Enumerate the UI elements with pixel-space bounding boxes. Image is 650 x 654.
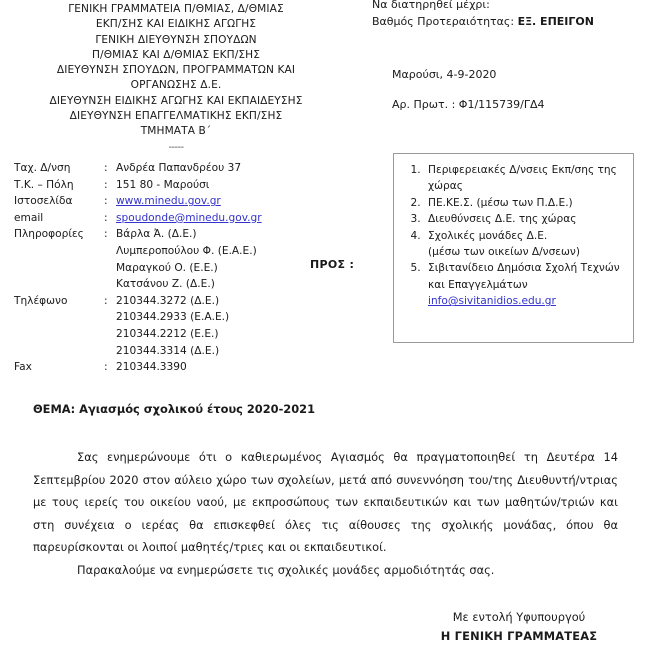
contact-value: Λυμπεροπούλου Φ. (Ε.Α.Ε.): [116, 244, 257, 257]
authority-line-6: ΟΡΓΑΝΩΣΗΣ Δ.Ε.: [130, 79, 222, 92]
signature-by-order: Με εντολή Υφυπουργού: [452, 610, 586, 624]
contact-value: 210344.2933 (Ε.Α.Ε.): [116, 311, 230, 324]
contact-label: [14, 260, 104, 277]
contact-colon: :: [104, 195, 108, 208]
document-meta-block: [372, 0, 650, 30]
contact-label: email: [14, 211, 44, 224]
authority-line-1: ΓΕΝΙΚΗ ΓΡΑΜΜΑΤΕΙΑ Π/ΘΜΙΑΣ, Δ/ΘΜΙΑΣ: [68, 3, 284, 15]
contact-colon: :: [104, 211, 108, 224]
issuing-authority-block: [0, 2, 352, 155]
contact-label: Τηλέφωνο: [14, 294, 68, 307]
authority-line-9: ΤΜΗΜΑΤΑ Β΄: [140, 125, 212, 138]
authority-line-4: Π/ΘΜΙΑΣ ΚΑΙ Δ/ΘΜΙΑΣ ΕΚΠ/ΣΗΣ: [91, 48, 261, 61]
contact-label: Fax: [14, 361, 32, 374]
contact-label: Ταχ. Δ/νση: [14, 162, 71, 174]
contact-label: Πληροφορίες: [14, 228, 84, 241]
contact-row: [14, 343, 262, 360]
authority-line-7: ΔΙΕΥΘΥΝΣΗ ΕΙΔΙΚΗΣ ΑΓΩΓΗΣ ΚΑΙ ΕΚΠΑΙΔΕΥΣΗΣ: [49, 94, 303, 107]
contact-colon: :: [104, 162, 108, 174]
document-body: [33, 446, 618, 582]
subject-line: ΘΕΜΑ: Αγιασμός σχολικού έτους 2020-2021: [33, 402, 316, 416]
recipient-text: Σιβιτανίδειο Δημόσια Σχολή Τεχνών και Επαγγελμάτων: [428, 262, 620, 291]
contact-row: [14, 210, 262, 227]
contact-label: [14, 309, 104, 326]
email-link[interactable]: spoudonde@minedu.gov.gr: [116, 211, 262, 224]
contact-row: [14, 177, 262, 194]
contact-value: [116, 210, 262, 227]
signature-role: Η ΓΕΝΙΚΗ ΓΡΑΜΜΑΤΕΑΣ: [440, 629, 598, 643]
contact-colon: [104, 243, 116, 260]
protocol-number: Αρ. Πρωτ. : Φ1/115739/ΓΔ4: [392, 98, 545, 111]
authority-line-5: ΔΙΕΥΘΥΝΣΗ ΣΠΟΥΔΩΝ, ΠΡΟΓΡΑΜΜΑΤΩΝ ΚΑΙ: [56, 64, 296, 77]
authority-line-8: ΔΙΕΥΘΥΝΣΗ ΕΠΑΓΓΕΛΜΑΤΙΚΗΣ ΕΚΠ/ΣΗΣ: [69, 110, 283, 123]
contact-colon: [104, 260, 116, 277]
contact-row: [14, 226, 262, 243]
recipients-box: [393, 153, 634, 343]
website-link[interactable]: www.minedu.gov.gr: [116, 195, 221, 208]
contact-label: Ιστοσελίδα: [14, 195, 73, 208]
recipients-list: [402, 162, 627, 310]
header-separator: -----: [168, 141, 184, 153]
contact-row: [14, 160, 262, 177]
contact-value: 210344.3314 (Δ.Ε.): [116, 344, 220, 357]
contact-row: [14, 193, 262, 210]
contact-colon: :: [104, 361, 108, 374]
contact-colon: [104, 309, 116, 326]
contact-label: [14, 243, 104, 260]
contact-colon: :: [104, 294, 108, 307]
contact-label: [14, 276, 104, 293]
contact-colon: :: [104, 178, 108, 191]
contact-colon: [104, 343, 116, 360]
list-item: [424, 195, 627, 211]
signature-block: [404, 608, 634, 646]
contact-value: 210344.3272 (Δ.Ε.): [116, 294, 220, 307]
contact-row: [14, 243, 262, 260]
recipients-label: ΠΡΟΣ :: [310, 258, 355, 271]
recipient-text: Διευθύνσεις Δ.Ε. της χώρας: [428, 213, 577, 226]
contact-colon: :: [104, 228, 108, 241]
contact-row: [14, 260, 262, 277]
recipient-text: Σχολικές μονάδες Δ.Ε.: [428, 229, 548, 242]
priority-value: ΕΞ. ΕΠΕΙΓΟΝ: [517, 15, 594, 28]
list-item: [424, 260, 627, 309]
list-item: [424, 211, 627, 227]
authority-line-3: ΓΕΝΙΚΗ ΔΙΕΥΘΥΝΣΗ ΣΠΟΥΔΩΝ: [95, 33, 257, 46]
sivitanidios-email-link[interactable]: info@sivitanidios.edu.gr: [428, 295, 556, 308]
contact-row: [14, 326, 262, 343]
contact-value: 210344.3390: [116, 361, 187, 374]
contact-value: Μαραγκού Ο. (Ε.Ε.): [116, 261, 218, 274]
contact-row: [14, 359, 262, 376]
keep-until-label: Να διατηρηθεί μέχρι:: [372, 0, 490, 11]
contact-value: [116, 193, 262, 210]
contact-row: [14, 293, 262, 310]
contact-table: [14, 160, 262, 376]
recipient-subnote: (μέσω των οικείων Δ/νσεων): [428, 246, 580, 259]
contact-value: Ανδρέα Παπανδρέου 37: [116, 162, 242, 174]
body-paragraph-2: Παρακαλούμε να ενημερώσετε τις σχολικές μονάδες αρμοδιότητάς σας.: [77, 562, 495, 577]
contact-label: [14, 343, 104, 360]
contact-row: [14, 276, 262, 293]
priority-row: [372, 13, 650, 30]
priority-label: Βαθμός Προτεραιότητας:: [372, 15, 515, 28]
contact-details-block: [14, 160, 262, 376]
contact-value: Κατσάνου Ζ. (Δ.Ε.): [116, 278, 215, 291]
contact-value: 151 80 - Μαρούσι: [116, 178, 210, 191]
body-paragraph-1: Σας ενημερώνουμε ότι ο καθιερωμένος Αγιασμός θα πραγματοποιηθεί τη Δευτέρα 14 Σεπτεμβρίου 2020 στον αύλειο χώρο των σχολείων, μετά από συνεννόηση του/της Διευθυντή/ντριας με τους ιερείς του οικείου ναού, με εκπροσώπους των εκπαιδευτικών και των μαθητών/τριών και στη συνέχεια ο ιερέας θα επισκεφθεί όλες τις αίθουσες της σχολικής μονάδας, όπου θα παρευρίσκονται οι λοιποί μαθητές/τριες και οι εκπαιδευτικοί.: [33, 450, 618, 555]
place-and-date: Μαρούσι, 4-9-2020: [392, 68, 497, 81]
list-item: [424, 228, 627, 261]
list-item: [424, 162, 627, 195]
contact-value: 210344.2212 (Ε.Ε.): [116, 327, 219, 340]
recipient-text: ΠΕ.ΚΕ.Σ. (μέσω των Π.Δ.Ε.): [428, 196, 573, 209]
contact-colon: [104, 326, 116, 343]
recipient-text: Περιφερειακές Δ/νσεις Εκπ/σης της χώρας: [428, 164, 617, 193]
contact-row: [14, 309, 262, 326]
authority-line-2: ΕΚΠ/ΣΗΣ ΚΑΙ ΕΙΔΙΚΗΣ ΑΓΩΓΗΣ: [95, 18, 257, 31]
contact-label: Τ.Κ. – Πόλη: [14, 178, 74, 191]
contact-colon: [104, 276, 116, 293]
contact-label: [14, 326, 104, 343]
contact-value: Βάρλα Ἀ. (Δ.Ε.): [116, 228, 197, 241]
